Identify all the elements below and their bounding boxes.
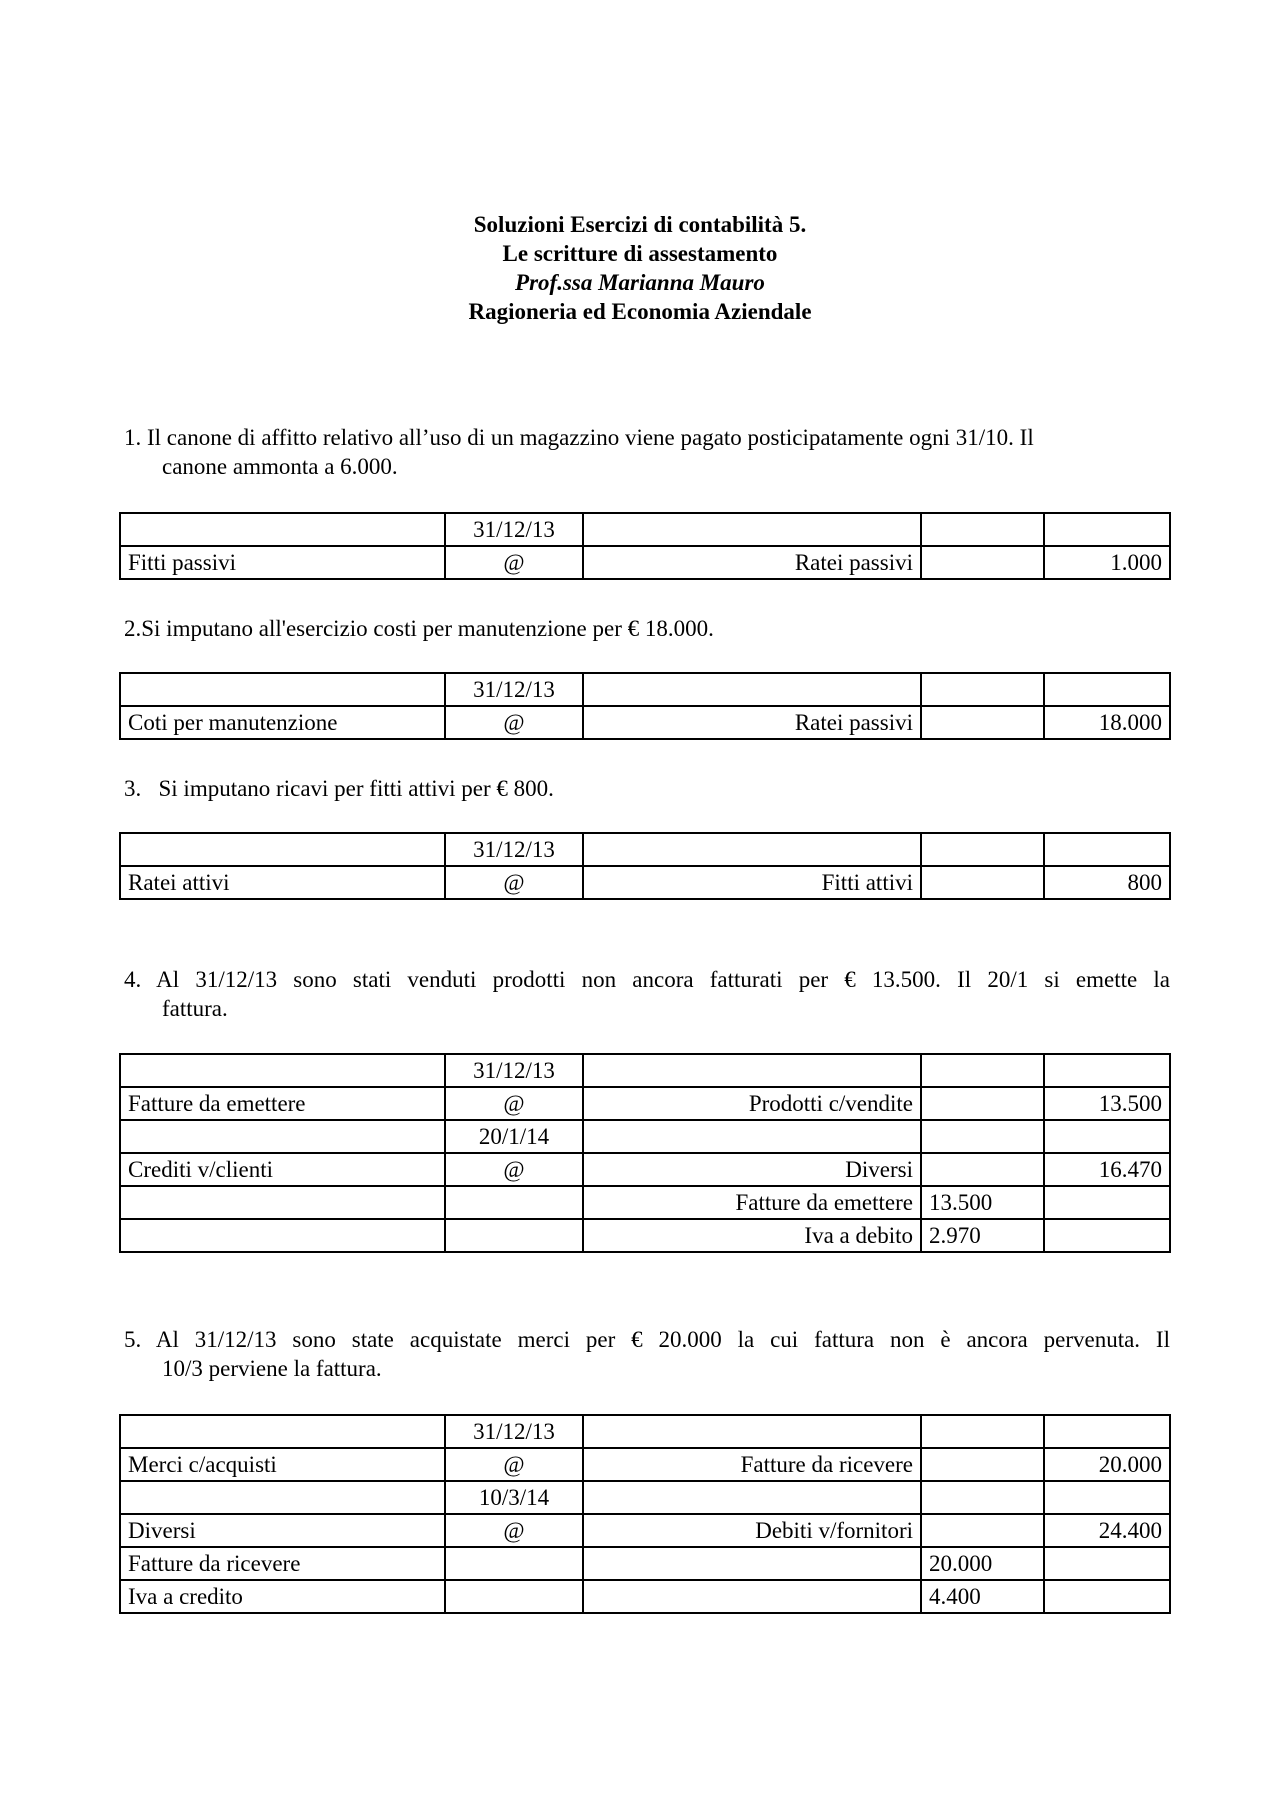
partial-amount-cell: 2.970 xyxy=(921,1219,1044,1252)
table-row xyxy=(120,1448,1170,1481)
table-row xyxy=(120,1481,1170,1514)
total-amount-cell xyxy=(1044,1219,1170,1252)
total-amount-cell xyxy=(1044,673,1170,706)
total-amount-cell: 20.000 xyxy=(1044,1448,1170,1481)
total-amount-cell xyxy=(1044,1054,1170,1087)
total-amount-cell: 800 xyxy=(1044,866,1170,899)
exercise-5-text xyxy=(124,1325,1170,1383)
credit-account-cell: Fatture da emettere xyxy=(583,1186,921,1219)
table-row xyxy=(120,1415,1170,1448)
partial-amount-cell xyxy=(921,546,1044,579)
partial-amount-cell xyxy=(921,1514,1044,1547)
partial-amount-cell xyxy=(921,1054,1044,1087)
table-row xyxy=(120,1580,1170,1613)
partial-amount-cell xyxy=(921,833,1044,866)
credit-account-cell: Ratei passivi xyxy=(583,706,921,739)
table-row xyxy=(120,673,1170,706)
document-subtitle: Le scritture di assestamento xyxy=(502,241,778,266)
date-or-at-cell: @ xyxy=(445,866,583,899)
debit-account-cell: Merci c/acquisti xyxy=(120,1448,445,1481)
debit-account-cell xyxy=(120,1219,445,1252)
credit-account-cell: Fitti attivi xyxy=(583,866,921,899)
exercise-text-line: 2.Si imputano all'esercizio costi per manutenzione per € 18.000. xyxy=(124,616,714,641)
credit-account-cell: Iva a debito xyxy=(583,1219,921,1252)
debit-account-cell: Fitti passivi xyxy=(120,546,445,579)
exercise-3-text xyxy=(124,774,1170,803)
total-amount-cell xyxy=(1044,1481,1170,1514)
table-row xyxy=(120,833,1170,866)
debit-account-cell xyxy=(120,1054,445,1087)
credit-account-cell: Prodotti c/vendite xyxy=(583,1087,921,1120)
partial-amount-cell xyxy=(921,1153,1044,1186)
credit-account-cell xyxy=(583,1580,921,1613)
author-name: Prof.ssa Marianna Mauro xyxy=(515,270,765,295)
credit-account-cell: Diversi xyxy=(583,1153,921,1186)
table-row xyxy=(120,1219,1170,1252)
total-amount-cell xyxy=(1044,1415,1170,1448)
partial-amount-cell xyxy=(921,1415,1044,1448)
debit-account-cell xyxy=(120,513,445,546)
exercise-2-text xyxy=(124,614,1170,643)
date-or-at-cell: 31/12/13 xyxy=(445,1054,583,1087)
exercise-text-line: 5. Al 31/12/13 sono state acquistate merci per € 20.000 la cui fattura non è ancora pervenuta. Il xyxy=(124,1327,1170,1352)
date-or-at-cell: 31/12/13 xyxy=(445,1415,583,1448)
partial-amount-cell xyxy=(921,1448,1044,1481)
credit-account-cell xyxy=(583,1547,921,1580)
credit-account-cell xyxy=(583,673,921,706)
credit-account-cell xyxy=(583,1054,921,1087)
date-or-at-cell: 10/3/14 xyxy=(445,1481,583,1514)
total-amount-cell: 16.470 xyxy=(1044,1153,1170,1186)
debit-account-cell: Fatture da ricevere xyxy=(120,1547,445,1580)
table-row xyxy=(120,1514,1170,1547)
journal-entry-table-1 xyxy=(119,512,1171,580)
partial-amount-cell: 4.400 xyxy=(921,1580,1044,1613)
table-row xyxy=(120,866,1170,899)
journal-entry-table-3 xyxy=(119,832,1171,900)
credit-account-cell xyxy=(583,1481,921,1514)
total-amount-cell: 18.000 xyxy=(1044,706,1170,739)
table-row xyxy=(120,1186,1170,1219)
total-amount-cell: 13.500 xyxy=(1044,1087,1170,1120)
date-or-at-cell: @ xyxy=(445,1087,583,1120)
credit-account-cell xyxy=(583,1120,921,1153)
partial-amount-cell xyxy=(921,1481,1044,1514)
partial-amount-cell xyxy=(921,513,1044,546)
debit-account-cell: Coti per manutenzione xyxy=(120,706,445,739)
debit-account-cell xyxy=(120,833,445,866)
table-row xyxy=(120,706,1170,739)
exercise-4-text xyxy=(124,965,1170,1023)
date-or-at-cell: @ xyxy=(445,706,583,739)
debit-account-cell: Iva a credito xyxy=(120,1580,445,1613)
debit-account-cell xyxy=(120,1481,445,1514)
total-amount-cell xyxy=(1044,1120,1170,1153)
journal-entry-table-2 xyxy=(119,672,1171,740)
date-or-at-cell: 31/12/13 xyxy=(445,833,583,866)
exercise-text-line: fattura. xyxy=(162,996,228,1021)
date-or-at-cell: @ xyxy=(445,1448,583,1481)
date-or-at-cell: 20/1/14 xyxy=(445,1120,583,1153)
total-amount-cell: 24.400 xyxy=(1044,1514,1170,1547)
table-row xyxy=(120,513,1170,546)
date-or-at-cell xyxy=(445,1547,583,1580)
exercise-1-text xyxy=(124,423,1170,481)
credit-account-cell xyxy=(583,1415,921,1448)
table-row xyxy=(120,1547,1170,1580)
table-row xyxy=(120,1087,1170,1120)
course-name: Ragioneria ed Economia Aziendale xyxy=(468,299,812,324)
partial-amount-cell xyxy=(921,866,1044,899)
table-row xyxy=(120,1054,1170,1087)
total-amount-cell xyxy=(1044,833,1170,866)
debit-account-cell xyxy=(120,1120,445,1153)
date-or-at-cell: 31/12/13 xyxy=(445,513,583,546)
total-amount-cell xyxy=(1044,1580,1170,1613)
date-or-at-cell xyxy=(445,1219,583,1252)
debit-account-cell: Ratei attivi xyxy=(120,866,445,899)
date-or-at-cell: @ xyxy=(445,546,583,579)
date-or-at-cell xyxy=(445,1186,583,1219)
credit-account-cell: Ratei passivi xyxy=(583,546,921,579)
total-amount-cell: 1.000 xyxy=(1044,546,1170,579)
title-block xyxy=(0,210,1280,326)
partial-amount-cell: 20.000 xyxy=(921,1547,1044,1580)
debit-account-cell: Diversi xyxy=(120,1514,445,1547)
journal-entry-table-5 xyxy=(119,1414,1171,1614)
partial-amount-cell xyxy=(921,673,1044,706)
debit-account-cell xyxy=(120,1415,445,1448)
exercise-text-line: 4. Al 31/12/13 sono stati venduti prodotti non ancora fatturati per € 13.500. Il 20/1 si emette la xyxy=(124,967,1170,992)
table-row xyxy=(120,546,1170,579)
partial-amount-cell xyxy=(921,706,1044,739)
exercise-text-line: 10/3 perviene la fattura. xyxy=(162,1356,382,1381)
total-amount-cell xyxy=(1044,1186,1170,1219)
date-or-at-cell: @ xyxy=(445,1514,583,1547)
credit-account-cell: Debiti v/fornitori xyxy=(583,1514,921,1547)
document-title: Soluzioni Esercizi di contabilità 5. xyxy=(473,212,807,237)
debit-account-cell xyxy=(120,673,445,706)
partial-amount-cell xyxy=(921,1087,1044,1120)
debit-account-cell: Crediti v/clienti xyxy=(120,1153,445,1186)
date-or-at-cell xyxy=(445,1580,583,1613)
date-or-at-cell: 31/12/13 xyxy=(445,673,583,706)
table-row xyxy=(120,1120,1170,1153)
credit-account-cell xyxy=(583,513,921,546)
table-row xyxy=(120,1153,1170,1186)
exercise-text-line: canone ammonta a 6.000. xyxy=(162,454,398,479)
date-or-at-cell: @ xyxy=(445,1153,583,1186)
debit-account-cell xyxy=(120,1186,445,1219)
partial-amount-cell xyxy=(921,1120,1044,1153)
debit-account-cell: Fatture da emettere xyxy=(120,1087,445,1120)
exercise-text-line: 1. Il canone di affitto relativo all’uso di un magazzino viene pagato posticipatamente ogni 31/10. Il xyxy=(124,425,1034,450)
exercise-text-line: 3. Si imputano ricavi per fitti attivi per € 800. xyxy=(124,776,554,801)
total-amount-cell xyxy=(1044,513,1170,546)
credit-account-cell xyxy=(583,833,921,866)
journal-entry-table-4 xyxy=(119,1053,1171,1253)
credit-account-cell: Fatture da ricevere xyxy=(583,1448,921,1481)
total-amount-cell xyxy=(1044,1547,1170,1580)
partial-amount-cell: 13.500 xyxy=(921,1186,1044,1219)
